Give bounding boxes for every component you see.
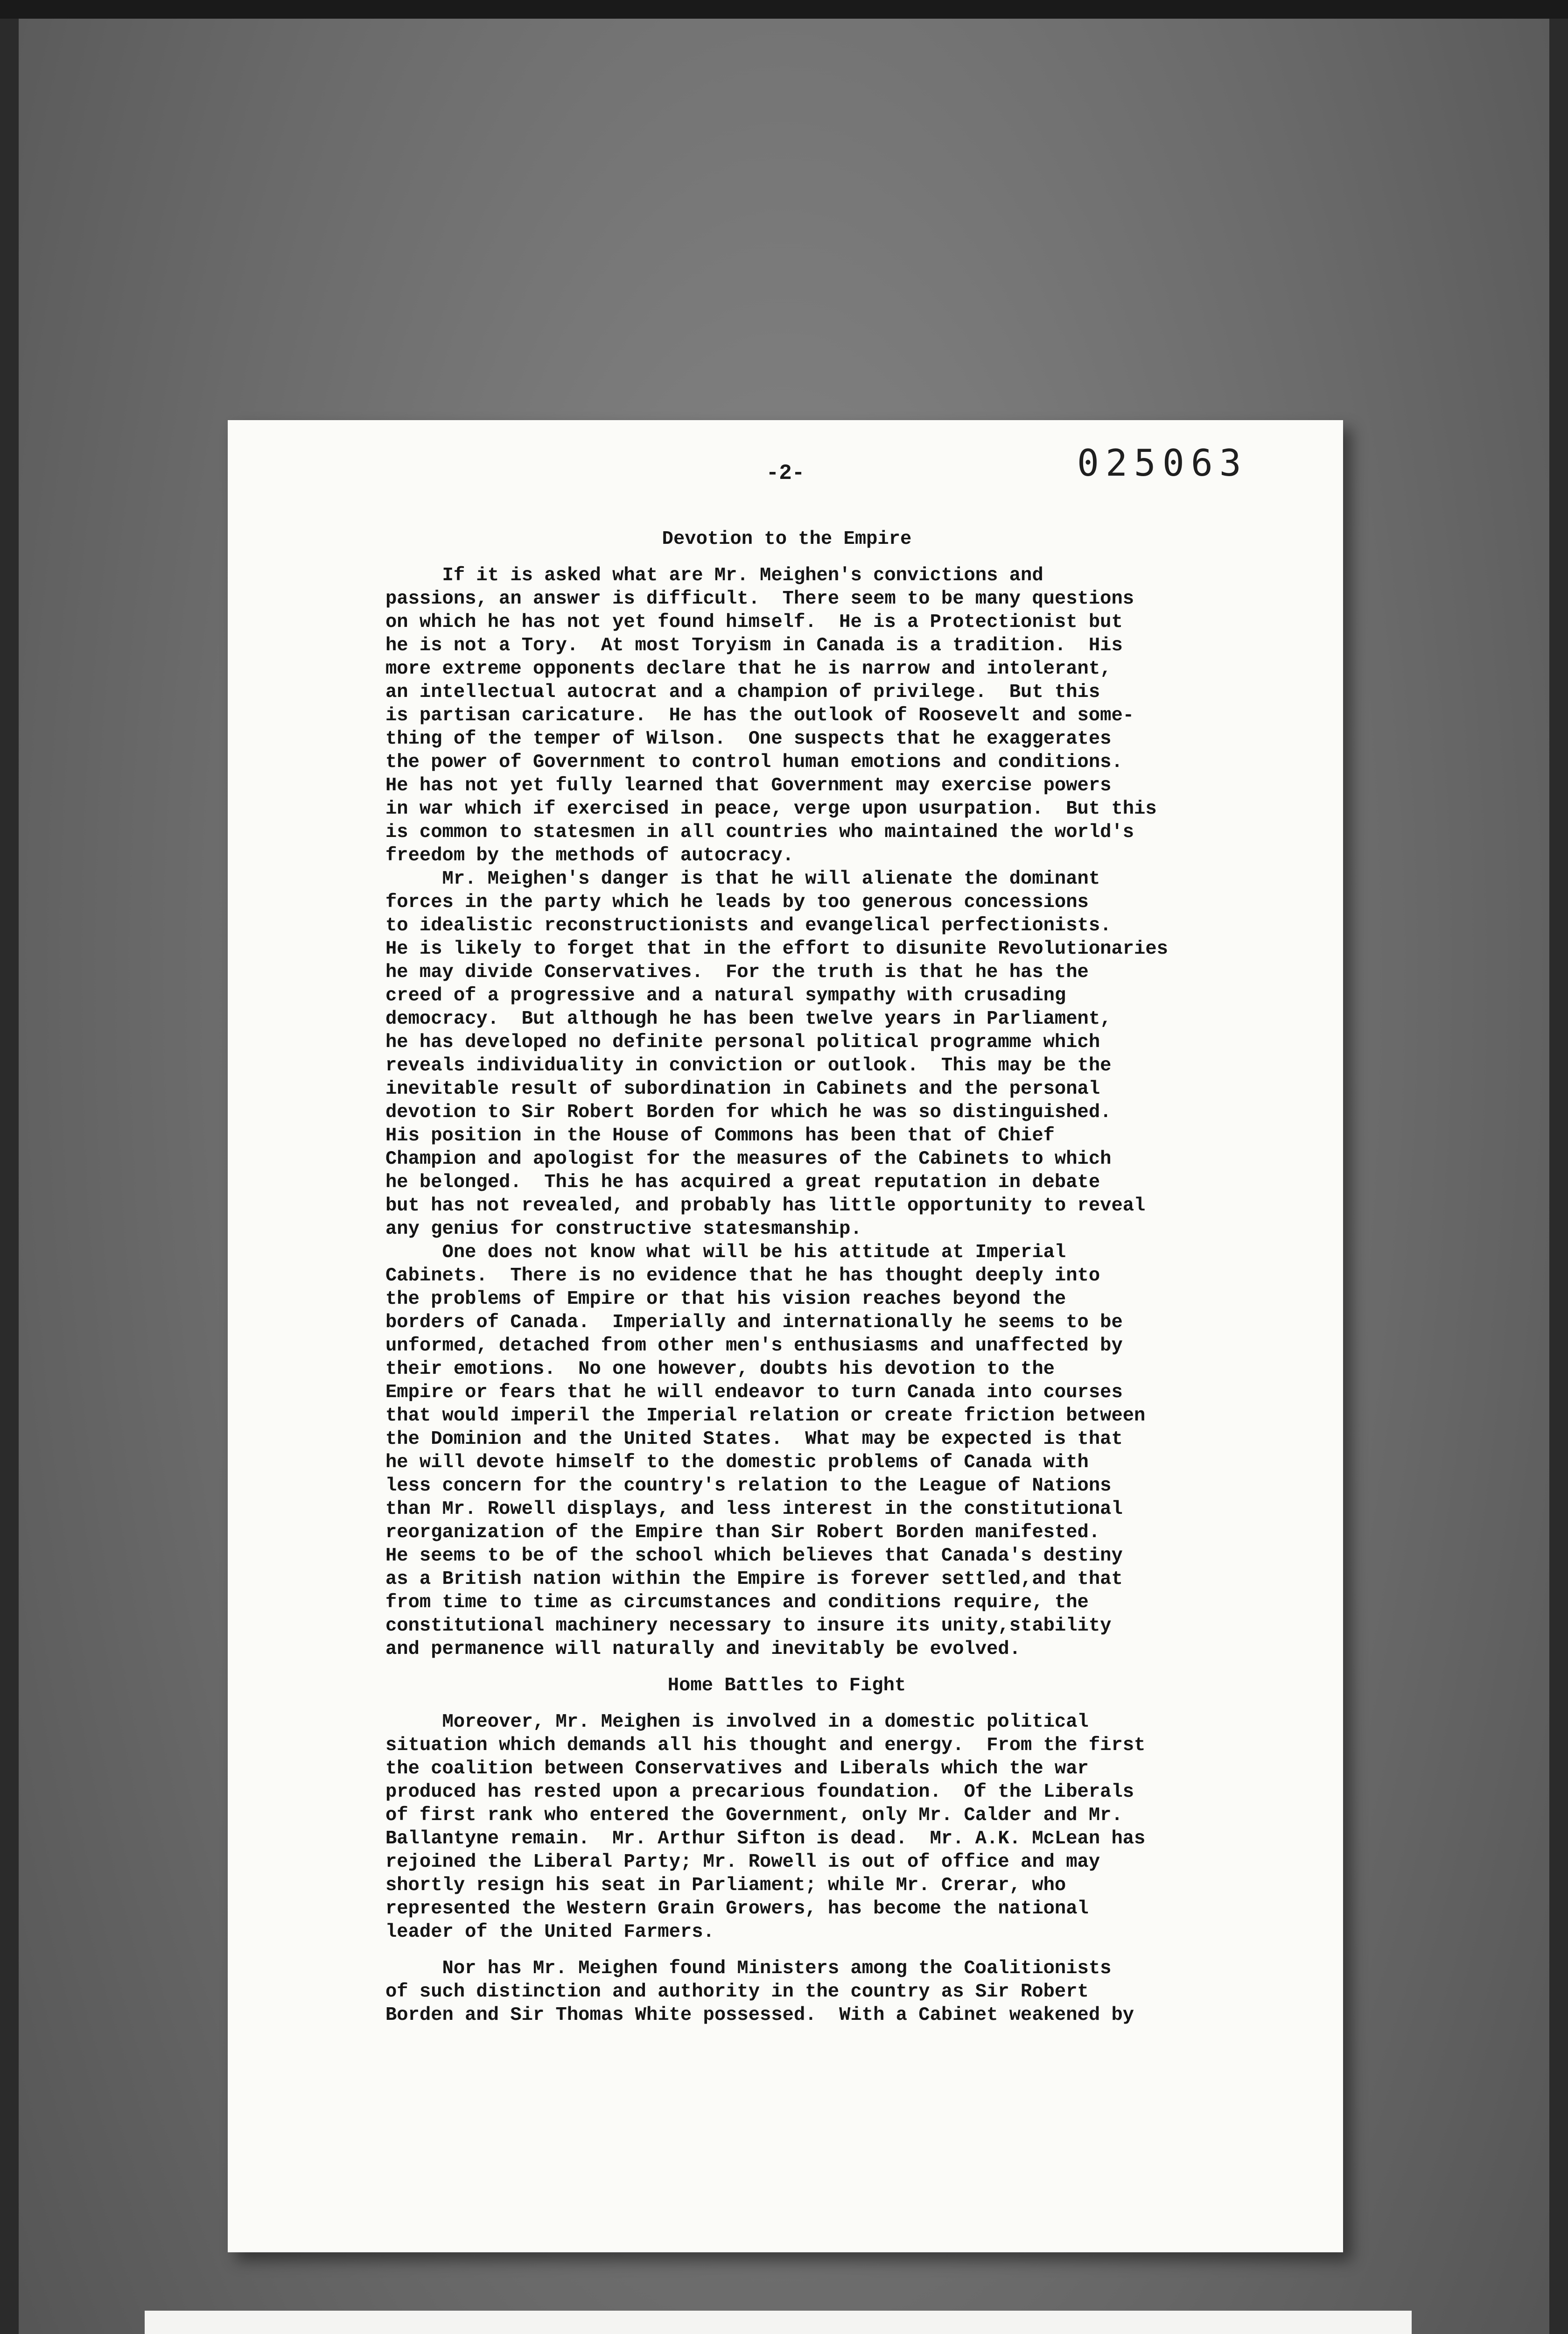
text-line: than Mr. Rowell displays, and less interest in the constitutional xyxy=(385,1498,1123,1520)
text-line: and permanence will naturally and inevitably be evolved. xyxy=(385,1638,1021,1660)
text-line: democracy. But although he has been twelve years in Parliament, xyxy=(385,1008,1112,1030)
text-line: forces in the party which he leads by too generous concessions xyxy=(385,892,1089,913)
text-line: that would imperil the Imperial relation or create friction between xyxy=(385,1405,1146,1427)
text-line: constitutional machinery necessary to insure its unity,stability xyxy=(385,1615,1112,1637)
document-body xyxy=(385,527,1342,2027)
text-line: reveals individuality in conviction or outlook. This may be the xyxy=(385,1055,1112,1076)
text-line: devotion to Sir Robert Borden for which he was so distinguished. xyxy=(385,1102,1112,1123)
text-line: any genius for constructive statesmanship. xyxy=(385,1218,862,1240)
text-line: rejoined the Liberal Party; Mr. Rowell is out of office and may xyxy=(385,1851,1100,1873)
film-top-border xyxy=(0,0,1568,19)
text-line: Ballantyne remain. Mr. Arthur Sifton is dead. Mr. A.K. McLean has xyxy=(385,1828,1146,1849)
section-heading-devotion: Devotion to the Empire xyxy=(662,528,912,550)
text-line: freedom by the methods of autocracy. xyxy=(385,845,794,866)
text-line: of first rank who entered the Government, only Mr. Calder and Mr. xyxy=(385,1805,1123,1826)
text-line: the power of Government to control human emotions and conditions. xyxy=(385,752,1123,773)
text-line: Cabinets. There is no evidence that he has thought deeply into xyxy=(385,1265,1100,1287)
text-line: of such distinction and authority in the country as Sir Robert xyxy=(385,1981,1089,2003)
archive-stamp-card xyxy=(145,2311,1412,2334)
text-line: their emotions. No one however, doubts his devotion to the xyxy=(385,1358,1055,1380)
text-line: Moreover, Mr. Meighen is involved in a domestic political xyxy=(385,1711,1089,1733)
page-number: -2- xyxy=(766,461,805,485)
text-line: If it is asked what are Mr. Meighen's convictions and xyxy=(385,565,1043,586)
text-line: from time to time as circumstances and conditions require, the xyxy=(385,1592,1089,1613)
text-line: reorganization of the Empire than Sir Robert Borden manifested. xyxy=(385,1522,1100,1543)
film-right-border xyxy=(1549,19,1568,2334)
text-line: he may divide Conservatives. For the truth is that he has the xyxy=(385,962,1089,983)
text-line: Nor has Mr. Meighen found Ministers among the Coalitionists xyxy=(385,1958,1112,1979)
spacer xyxy=(385,1944,1342,1957)
text-line: more extreme opponents declare that he is narrow and intolerant, xyxy=(385,658,1112,680)
text-line: Champion and apologist for the measures of the Cabinets to which xyxy=(385,1148,1112,1170)
text-line: represented the Western Grain Growers, has become the national xyxy=(385,1898,1089,1919)
typed-document-page xyxy=(228,420,1343,2252)
text-line: in war which if exercised in peace, verge upon usurpation. But this xyxy=(385,798,1157,820)
text-line: the problems of Empire or that his vision reaches beyond the xyxy=(385,1288,1066,1310)
text-line: the coalition between Conservatives and Liberals which the war xyxy=(385,1758,1089,1779)
text-line: passions, an answer is difficult. There seem to be many questions xyxy=(385,588,1134,610)
text-line: but has not revealed, and probably has little opportunity to reveal xyxy=(385,1195,1146,1216)
text-line: produced has rested upon a precarious foundation. Of the Liberals xyxy=(385,1781,1134,1803)
spacer xyxy=(385,551,1342,564)
text-line: an intellectual autocrat and a champion of privilege. But this xyxy=(385,682,1100,703)
text-line: He seems to be of the school which believes that Canada's destiny xyxy=(385,1545,1123,1567)
document-number: 025063 xyxy=(1077,443,1248,485)
section-home-battles-text xyxy=(385,1710,1342,1944)
text-line: less concern for the country's relation to the League of Nations xyxy=(385,1475,1112,1497)
text-line: as a British nation within the Empire is forever settled,and that xyxy=(385,1568,1123,1590)
section-devotion-text xyxy=(385,564,1342,1661)
text-line: He is likely to forget that in the effort to disunite Revolutionaries xyxy=(385,938,1168,960)
text-line: unformed, detached from other men's enthusiasms and unaffected by xyxy=(385,1335,1123,1357)
text-line: shortly resign his seat in Parliament; while Mr. Crerar, who xyxy=(385,1875,1066,1896)
spacer xyxy=(385,1697,1342,1710)
text-line: he will devote himself to the domestic problems of Canada with xyxy=(385,1452,1089,1473)
film-left-border xyxy=(0,19,19,2334)
text-line: is common to statesmen in all countries who maintained the world's xyxy=(385,822,1134,843)
section-heading-home-battles: Home Battles to Fight xyxy=(667,1675,906,1696)
spacer xyxy=(385,1661,1342,1674)
text-line: Empire or fears that he will endeavor to turn Canada into courses xyxy=(385,1382,1123,1403)
text-line: thing of the temper of Wilson. One suspects that he exaggerates xyxy=(385,728,1112,750)
text-line: the Dominion and the United States. What may be expected is that xyxy=(385,1428,1123,1450)
text-line: he is not a Tory. At most Toryism in Canada is a tradition. His xyxy=(385,635,1123,656)
text-line: he belonged. This he has acquired a great reputation in debate xyxy=(385,1172,1100,1193)
text-line: to idealistic reconstructionists and evangelical perfectionists. xyxy=(385,915,1112,936)
text-line: borders of Canada. Imperially and internationally he seems to be xyxy=(385,1312,1123,1333)
text-line: Mr. Meighen's danger is that he will alienate the dominant xyxy=(385,868,1100,890)
text-line: One does not know what will be his attitude at Imperial xyxy=(385,1242,1066,1263)
text-line: leader of the United Farmers. xyxy=(385,1921,714,1943)
text-line: He has not yet fully learned that Government may exercise powers xyxy=(385,775,1112,796)
text-line: His position in the House of Commons has been that of Chief xyxy=(385,1125,1055,1146)
text-line: on which he has not yet found himself. He is a Protectionist but xyxy=(385,612,1123,633)
text-line: creed of a progressive and a natural sympathy with crusading xyxy=(385,985,1066,1006)
section-home-battles-text-continued xyxy=(385,1957,1342,2027)
text-line: he has developed no definite personal political programme which xyxy=(385,1032,1100,1053)
text-line: inevitable result of subordination in Cabinets and the personal xyxy=(385,1078,1100,1100)
text-line: situation which demands all his thought and energy. From the first xyxy=(385,1735,1146,1756)
text-line: is partisan caricature. He has the outlook of Roosevelt and some- xyxy=(385,705,1134,726)
text-line: Borden and Sir Thomas White possessed. With a Cabinet weakened by xyxy=(385,2004,1134,2026)
